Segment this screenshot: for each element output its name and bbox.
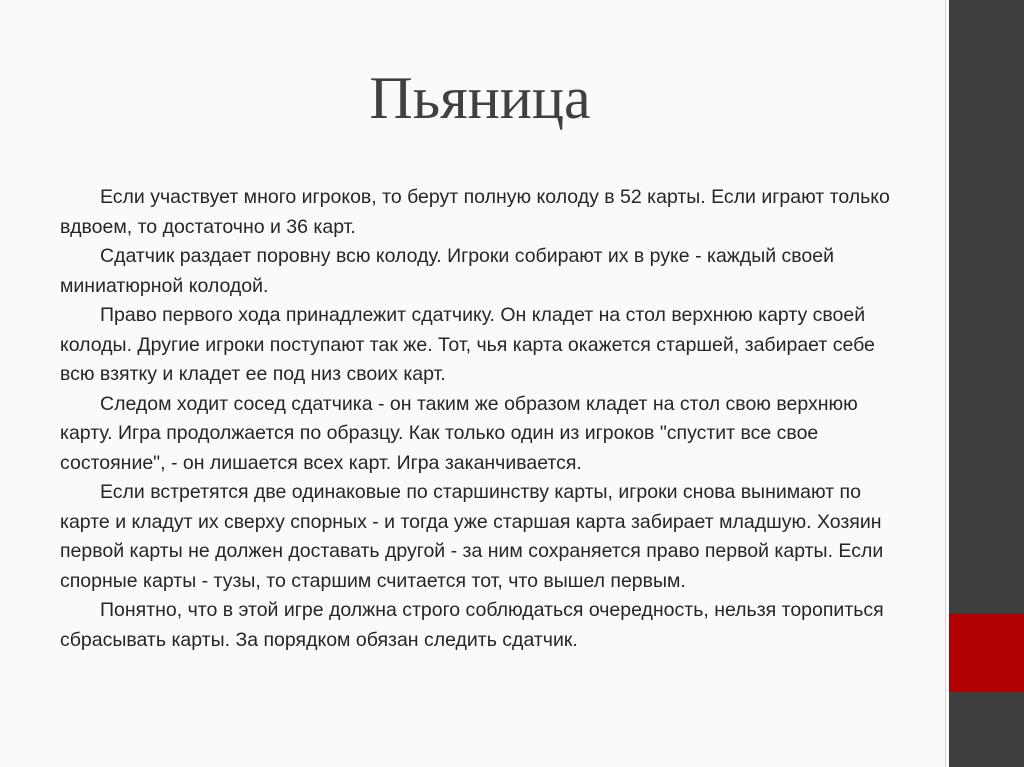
paragraph-6: Понятно, что в этой игре должна строго соблюдаться очередность, нельзя торопиться сбрасывать карты. За порядком обязан следить сдатчик. (60, 599, 884, 651)
paragraph-2: Сдатчик раздает поровну всю колоду. Игроки собирают их в руке - каждый своей миниатюрной колодой. (60, 245, 835, 297)
sidebar-accent-block (949, 614, 1024, 692)
paragraph-5: Если встретятся две одинаковые по старшинству карты, игроки снова вынимают по карте и кладут их сверху спорных - и тогда уже старшая карта забирает младшую. Хозяин первой карты не должен доставать другой - за ним сохраняется право первой карты. Если спорные карты - тузы, то старшим считается тот, что вышел первым. (60, 481, 884, 592)
slide-body (60, 183, 910, 655)
paragraph-1: Если участвует много игроков, то берут полную колоду в 52 карты. Если играют только вдвоем, то достаточно и 36 карт. (60, 186, 890, 238)
paragraph-4: Следом ходит сосед сдатчика - он таким же образом кладет на стол свою верхнюю карту. Игра продолжается по образцу. Как только один из игроков "спустит все свое состояние", - он лишается всех карт. Игра заканчивается. (60, 392, 858, 474)
slide-title: Пьяница (369, 65, 591, 131)
paragraph-3: Право первого хода принадлежит сдатчику. Он кладет на стол верхнюю карту своей колоды. Другие игроки поступают так же. Тот, чья карта окажется старшей, забирает себе всю взятку и кладет ее под низ своих карт. (60, 304, 875, 385)
